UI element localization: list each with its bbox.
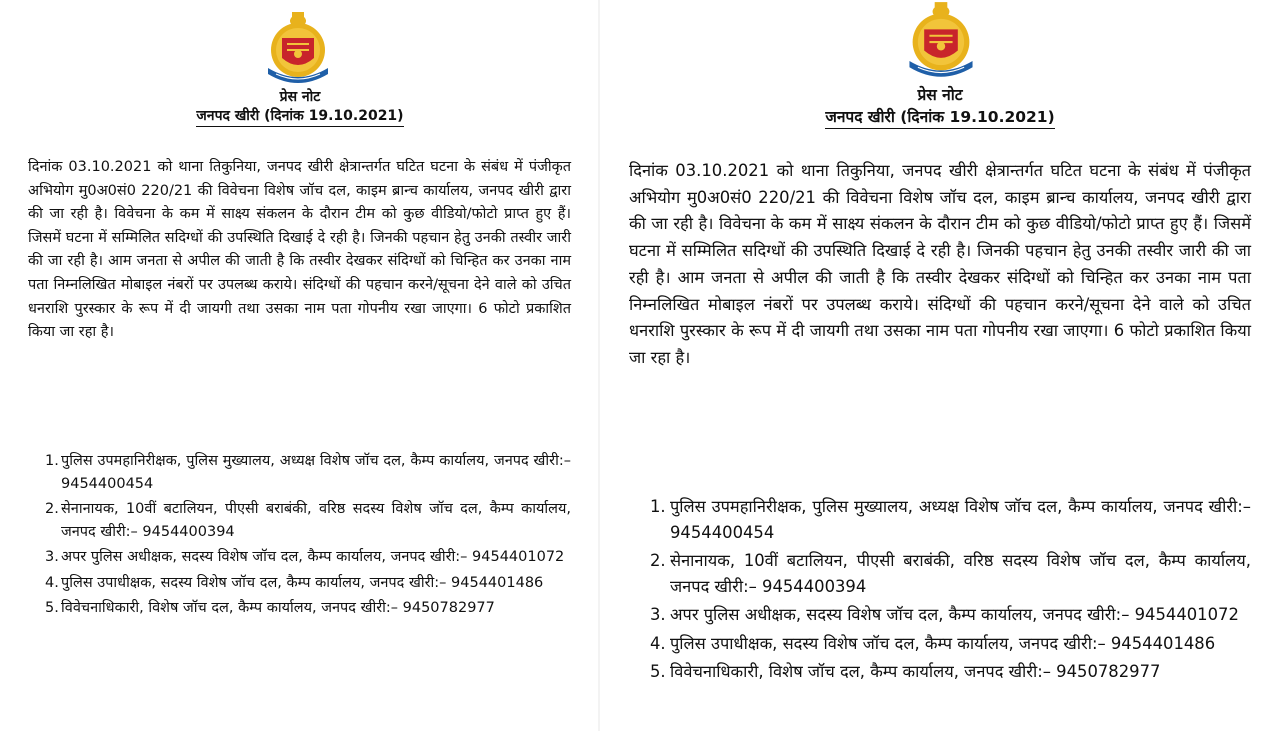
list-item-text: सेनानायक, 10वीं बटालियन, पीएसी बराबंकी, वरिष्ठ सदस्य विशेष जॉच दल, कैम्प कार्यालय, जनपद खीरी:– 9454400394 — [670, 551, 1251, 596]
contact-list — [650, 494, 1251, 688]
list-item — [45, 572, 571, 595]
list-item — [650, 548, 1251, 599]
up-police-emblem-icon — [262, 10, 334, 88]
list-item-text: अपर पुलिस अधीक्षक, सदस्य विशेष जॉच दल, कैम्प कार्यालय, जनपद खीरी:– 9454401072 — [670, 605, 1239, 624]
list-item-number: 2. — [650, 551, 666, 570]
list-item — [45, 498, 571, 543]
list-item — [650, 631, 1251, 657]
list-item-number: 4. — [45, 574, 59, 591]
list-item-number: 3. — [650, 605, 666, 624]
press-note-page-right — [600, 0, 1280, 731]
list-item-number: 4. — [650, 633, 666, 653]
press-note-heading — [790, 84, 1090, 129]
list-item-text: विवेचनाधिकारी, विशेष जॉच दल, कैम्प कार्यालय, जनपद खीरी:– 9450782977 — [61, 600, 495, 616]
list-item-text: पुलिस उपाधीक्षक, सदस्य विशेष जॉच दल, कैम्प कार्यालय, जनपद खीरी:– 9454401486 — [670, 633, 1216, 653]
body-paragraph: दिनांक 03.10.2021 को थाना तिकुनिया, जनपद खीरी क्षेत्रान्तर्गत घटित घटना के संबंध में पंजीकृत अभियोग मु0अ0सं0 220/21 की विवेचना विशेष जॉच दल, काइम ब्रान्च कार्यालय, जनपद खीरी द्वारा की जा रही है। विवेचना के कम में साक्ष्य संकलन के दौरान टीम को कुछ वीडियो/फोटो प्राप्त हुए हैं। जिसमें घटना में सम्मिलित सदिग्धों की उपस्थिति दिखाई दे रही है। जिनकी पहचान हेतु उनकी तस्वीर जारी की जा रही है। आम जनता से अपील की जाती है कि तस्वीर देखकर संदिग्धों को चिन्हित कर उनका नाम पता निम्नलिखित मोबाइल नंबरों पर उपलब्ध कराये। संदिग्धों की पहचान करने/सूचना देने वाले को उचित धनराशि पुरस्कार के रूप में दी जायगी तथा उसका नाम पता गोपनीय रखा जाएगा। 6 फोटो प्रकाशित किया जा रहा है। — [28, 159, 571, 341]
list-item-text: पुलिस उपमहानिरीक्षक, पुलिस मुख्यालय, अध्यक्ष विशेष जॉच दल, कैम्प कार्यालय, जनपद खीरी:– 9454400454 — [61, 453, 571, 492]
list-item-text: अपर पुलिस अधीक्षक, सदस्य विशेष जॉच दल, कैम्प कार्यालय, जनपद खीरी:– 9454401072 — [61, 549, 565, 565]
up-police-emblem-icon — [900, 0, 982, 82]
list-item — [650, 602, 1251, 628]
press-note-title: प्रेस नोट — [279, 89, 321, 105]
list-item-text: विवेचनाधिकारी, विशेष जॉच दल, कैम्प कार्यालय, जनपद खीरी:– 9450782977 — [670, 662, 1161, 681]
list-item — [45, 597, 571, 620]
list-item — [650, 494, 1251, 545]
list-item — [45, 546, 571, 569]
body-paragraph: दिनांक 03.10.2021 को थाना तिकुनिया, जनपद खीरी क्षेत्रान्तर्गत घटित घटना के संबंध में पंजीकृत अभियोग मु0अ0सं0 220/21 की विवेचना विशेष जॉच दल, काइम ब्रान्च कार्यालय, जनपद खीरी द्वारा की जा रही है। विवेचना के कम में साक्ष्य संकलन के दौरान टीम को कुछ वीडियो/फोटो प्राप्त हुए हैं। जिसमें घटना में सम्मिलित सदिग्धों की उपस्थिति दिखाई दे रही है। जिनकी पहचान हेतु उनकी तस्वीर जारी की जा रही है। आम जनता से अपील की जाती है कि तस्वीर देखकर संदिग्धों को चिन्हित कर उनका नाम पता निम्नलिखित मोबाइल नंबरों पर उपलब्ध कराये। संदिग्धों की पहचान करने/सूचना देने वाले को उचित धनराशि पुरस्कार के रूप में दी जायगी तथा उसका नाम पता गोपनीय रखा जाएगा। 6 फोटो प्रकाशित किया जा रहा है। — [629, 161, 1251, 367]
list-item-number: 2. — [45, 501, 59, 517]
list-item-number: 3. — [45, 549, 59, 565]
list-item-text: पुलिस उपाधीक्षक, सदस्य विशेष जॉच दल, कैम्प कार्यालय, जनपद खीरी:– 9454401486 — [61, 574, 544, 591]
district-date-subtitle: जनपद खीरी (दिनांक 19.10.2021) — [196, 107, 403, 127]
list-item-number: 1. — [45, 453, 59, 469]
list-item — [45, 450, 571, 495]
press-note-page-left — [0, 0, 600, 731]
list-item-text: पुलिस उपमहानिरीक्षक, पुलिस मुख्यालय, अध्यक्ष विशेष जॉच दल, कैम्प कार्यालय, जनपद खीरी:– 9454400454 — [670, 497, 1251, 542]
list-item-text: सेनानायक, 10वीं बटालियन, पीएसी बराबंकी, वरिष्ठ सदस्य विशेष जॉच दल, कैम्प कार्यालय, जनपद खीरी:– 9454400394 — [61, 501, 571, 540]
contact-list — [45, 450, 571, 623]
list-item-number: 5. — [45, 600, 59, 616]
list-item-number: 5. — [650, 662, 666, 681]
list-item — [650, 659, 1251, 685]
press-note-heading — [150, 88, 450, 127]
press-note-title: प्रेस नोट — [917, 86, 963, 104]
list-item-number: 1. — [650, 497, 666, 516]
district-date-subtitle: जनपद खीरी (दिनांक 19.10.2021) — [825, 106, 1054, 129]
